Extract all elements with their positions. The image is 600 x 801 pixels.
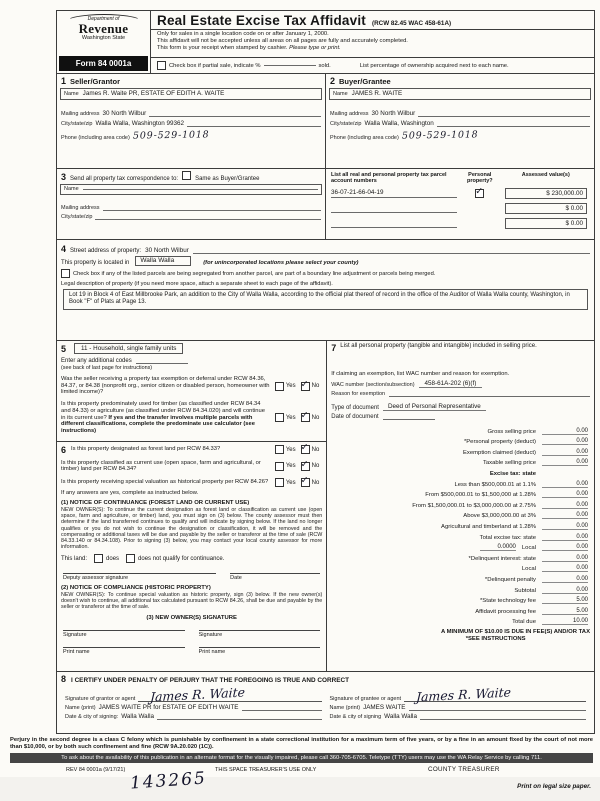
s6-q2-no-checkbox[interactable] <box>301 462 310 471</box>
logo-dept-text: Department of <box>87 16 120 22</box>
same-as-buyer-label: Same as Buyer/Grantee <box>195 176 260 182</box>
exemption-intro: If claiming an exemption, list WAC number and reason for exemption. <box>331 371 510 377</box>
minimum-due-note: A MINIMUM OF $10.00 IS DUE IN FEE(S) AND/OR TAX <box>440 629 590 636</box>
assessed-value-0[interactable]: $ 230,000.00 <box>505 188 587 199</box>
perjury-notice: Perjury in the second degree is a class C felony which is punishable by confinement in a state correctional institution for a maximum term of five years, or by a fine in an amount fixed by the court of not more than $10,000, or by both such confinement and fine (RCW 9A.20.020 (1C)). <box>10 737 593 750</box>
notice-continuance-title: (1) NOTICE OF CONTINUANCE (FOREST LAND OR CURRENT USE) <box>61 500 250 507</box>
personal-property-column-header: Personal property? <box>466 172 493 185</box>
grantor-city-value[interactable]: Walla Walla <box>121 713 154 720</box>
delinquent-interest-state-value[interactable]: 0.00 <box>542 555 588 562</box>
current-use-question: Is this property classified as current use (open space, farm and agricultural, or timber) land per RCW 84.34? <box>61 459 261 473</box>
see-back-note: (see back of last page for instructions) <box>61 365 153 371</box>
s5-q1-no-checkbox[interactable] <box>301 382 310 391</box>
grantee-signature-field[interactable] <box>404 684 586 705</box>
timber-agriculture-question: Is this property predominately used for timber (as classified under RCW 84.34 and 84.33) or agriculture (as classified under RCW 84.34.020) and will continue in its current use? If yes and the transfer involves multiple parcels with different classifications, complete the predominate use calculator (see instructions) <box>61 401 265 434</box>
header-note-2: This affidavit will not be accepted unless all areas on all pages are fully and accurately completed. <box>157 38 408 44</box>
section-1-title: Seller/Grantor <box>70 77 121 86</box>
grantor-print-name-value[interactable]: JAMES WAITE PR for ESTATE OF EDITH WAITE <box>98 704 239 711</box>
correspondence-city-field[interactable] <box>95 219 321 220</box>
s6-q3-no-checkbox[interactable] <box>301 478 310 487</box>
street-address-value[interactable]: 30 North Wilbur <box>145 247 189 254</box>
tier1-tax-value[interactable]: 0.00 <box>542 481 588 488</box>
ownership-note: List percentage of ownership acquired next to each name. <box>359 62 509 69</box>
seller-phone-value[interactable]: 509-529-1018 <box>132 129 210 142</box>
tier3-tax-value[interactable]: 0.00 <box>542 502 588 509</box>
notice-continuance-body: NEW OWNER(S): To continue the current designation as forest land or classification as current use (open space, farm and agriculture, or timber) land, you must sign on (3) below. The county assessor must then determine if the land transferred continues to qualify and will indicate by signing below. If the land no longer qualifies or you do not wish to continue the designation or classification, it will be removed and the compensating or additional taxes will be due and payable by the seller or transferor at the time of sale (RCW 84.33.140 or 84.34.108). Prior to signing (3) below, you may contact your local county assessor for more information. <box>61 507 323 550</box>
logo-state-text: Washington State <box>81 35 126 41</box>
subtotal-value[interactable]: 0.00 <box>542 587 588 594</box>
land-does-checkbox[interactable] <box>94 554 103 563</box>
see-instructions-note: *SEE INSTRUCTIONS <box>465 636 526 643</box>
section-2-number: 2 <box>330 76 336 86</box>
new-owner-signature-field-2[interactable] <box>199 630 321 631</box>
buyer-name-box: Name JAMES R. WAITE <box>329 88 591 100</box>
located-in-label: This property is located in <box>61 260 130 266</box>
personal-property-deduct-value[interactable]: 0.00 <box>542 438 588 445</box>
same-as-buyer-checkbox[interactable] <box>182 171 191 180</box>
total-due-value[interactable]: 10.00 <box>542 618 588 625</box>
grantor-signature-value: James R. Waite <box>149 684 246 705</box>
seller-city-value[interactable]: Walla Walla, Washington 99362 <box>95 120 185 127</box>
section-8-certification: 8 I CERTIFY UNDER PENALTY OF PERJURY THAT THE FOREGOING IS TRUE AND CORRECT Signature of grantor or agent James R. Waite Signature of grantee or agent James R. Waite Name (print) JAMES WAITE PR for ESTATE OF EDITH WAITE Name (print) JAMES WAITE Date & city of signing: Walla Walla Date & city of signing Walla Walla <box>57 672 594 733</box>
grantor-signature-field[interactable] <box>138 684 321 705</box>
partial-sale-percent-field[interactable] <box>264 65 316 66</box>
local-rate-value[interactable]: 0.0000 <box>480 544 516 551</box>
correspondence-name-box: Name <box>60 184 322 195</box>
additional-codes-field[interactable] <box>136 363 188 364</box>
if-yes-note: If any answers are yes, complete as instructed below. <box>61 490 199 497</box>
logo-revenue-text: Revenue <box>78 21 129 36</box>
rev-form-number: REV 84 0001a (9/17/21) <box>66 766 126 773</box>
partial-sale-label: Check box if partial sale, indicate % <box>169 62 261 69</box>
unincorporated-note: (for unincorporated locations please select your county) <box>203 260 359 266</box>
partial-sale-checkbox[interactable] <box>157 61 166 70</box>
section-1-number: 1 <box>61 76 67 86</box>
footer-row <box>10 763 593 801</box>
section-6-designations: 6 Is this property designated as forest land per RCW 84.33? Yes ✓ No Is this property classified as current use (open space, farm and agricultural, or timber) land per RCW 84.34? Yes ✓ No Is this property receiving special valuation as historical property per RCW 84.26? Yes ✓ No If any answers are yes, complete as instructed below. (1) NOTICE OF CONTINUANCE (FOREST LAND OR CURRENT USE) NEW OWNER(S): To continue the current designation as forest land or classification as current use (open space, farm and agriculture, or timber) land, you must sign on (3) below. The county assessor must then determine if the land transferred continues to qualify and will indicate by signing below. If the land no longer qualifies or you do not wish to continue the designation or classification, it will be removed and the compensating or additional taxes will be due and payable by the seller or transferor at the time of sale (RCW 84.33.140 or 84.34.108). Prior to signing (3) below, you may contact your local county assessor for more information. This land: does does not qualify for continuance. Deputy assessor signature Date (2) NOTICE OF COMPLIANCE (HISTORIC PROPERTY) NEW OWNER(S): To continue special valuation as historic property, sign (3) below. If the new owner(s) doesn't wish to continue, all additional tax calculated pursuant to RCW 84.26, shall be due and payable by the seller or transferor at the time of sale. (3) NEW OWNER(S) SIGNATURE Signature Signature Print name Print name <box>57 441 326 659</box>
section-4-number: 4 <box>61 244 67 254</box>
this-land-label: This land: <box>61 555 88 562</box>
s5-q1-yes-checkbox[interactable] <box>275 382 284 391</box>
buyer-mailing-value[interactable]: 30 North Wilbur <box>371 110 416 117</box>
buyer-city-value[interactable]: Walla Walla, Washington <box>364 120 434 127</box>
additional-codes-label: Enter any additional codes <box>61 358 132 364</box>
assessed-value-column-header: Assessed value(s) <box>521 172 570 178</box>
street-address-label: Street address of property: <box>70 248 142 254</box>
accessibility-notice: To ask about the availability of this publication in an alternate format for the visually impaired, please call 360-705-6705. Teletype (TTY) users may use the WA Relay Service by calling 711. <box>10 753 593 763</box>
form-number-badge: Form 84 0001a <box>59 56 148 71</box>
wac-number-value[interactable]: 458-61A-202 (6)(f) <box>419 380 483 388</box>
tier4-tax-value[interactable]: 0.00 <box>542 512 588 519</box>
form-header <box>57 11 594 74</box>
notice-compliance-body: NEW OWNER(S): To continue special valuation as historic property, sign (3) below. If the new owner(s) doesn't wish to continue, all additional tax calculated pursuant to RCW 84.26, shall be due and payable by the seller or transferor at the time of sale. <box>61 592 323 611</box>
assessed-value-2[interactable]: $ 0.00 <box>505 218 587 229</box>
treasurer-space-label: THIS SPACE TREASURER'S USE ONLY <box>215 766 317 773</box>
legal-description-label: Legal description of property (if you need more space, attach a separate sheet to each page of the affidavit). <box>61 281 333 287</box>
parcel-table <box>325 169 594 239</box>
new-owner-signature-title: (3) NEW OWNER(S) SIGNATURE <box>146 614 237 621</box>
section-6-number: 6 <box>61 444 67 455</box>
buyer-phone-value[interactable]: 509-529-1018 <box>401 129 479 142</box>
dor-logo <box>57 11 150 55</box>
s6-q1-yes-checkbox[interactable] <box>275 445 284 454</box>
section-1-seller: 1 Seller/Grantor Name James R. Waite PR, ESTATE OF EDITH A. WAITE Mailing address 30 North Wilbur City/state/zip Walla Walla, Washington 99362 Phone (including area code) 509-529-1018 <box>57 74 325 168</box>
affidavit-processing-fee-value[interactable]: 5.00 <box>542 608 588 615</box>
affidavit-form <box>56 10 595 734</box>
treasurer-stamp-number: 143265 <box>129 768 208 794</box>
personal-property-intro: List all personal property (tangible and intangible) included in selling price. <box>340 343 537 349</box>
gross-selling-price-value[interactable]: 0.00 <box>542 428 588 435</box>
state-technology-fee-value[interactable]: 5.00 <box>542 597 588 604</box>
seller-mailing-value[interactable]: 30 North Wilbur <box>102 110 147 117</box>
exemption-claimed-value[interactable]: 0.00 <box>542 449 588 456</box>
s5-q2-yes-checkbox[interactable] <box>275 413 284 422</box>
agricultural-tax-value[interactable]: 0.00 <box>542 523 588 530</box>
total-excise-state-value[interactable]: 0.00 <box>542 534 588 541</box>
section-5-number: 5 <box>61 343 67 354</box>
document-type-value[interactable]: Deed of Personal Representative <box>383 403 486 411</box>
tier2-tax-value[interactable]: 0.00 <box>542 491 588 498</box>
document-date-field[interactable] <box>383 419 435 420</box>
section-5-use-code: 5 11 - Household, single family units Enter any additional codes (see back of last page for instructions) Was the seller receiving a property tax exemption or deferral under RCW 84.36, 84.37, or 84.38 (nonprofit org., senior citizen or disabled person, homeowner with limited income)? Yes ✓ No Is this property predominately used for timber (as classified under RCW 84.34 and 84.33) or agriculture (as classified under RCW 84.34.020) and will continue in its current use? If yes and the transfer involves multiple parcels with different classifications, complete the predominate use calculator (see instructions) Yes ✓ No <box>57 341 326 441</box>
excise-tax-table: Gross selling price 0.00 *Personal property (deduct) 0.00 Exemption claimed (deduct) 0.00 Taxable selling price 0.00 Excise tax: state Less than $500,000.01 at 1.1% 0.00 From $500,000.01 to $1,500,000 at 1.28% 0.00 From $1,500,000.01 to $3,000,000.00 at 2.75% 0.00 Above $3,000,000.00 at 3% 0.00 Agricultural and timberland at 1.28% 0.00 Total excise tax: state 0.00 0.0000 Local 0.00 *Delinquent interest: state 0.00 Local 0.00 *Delinquent penalty 0.00 Subtotal 0.00 *State technology fee 5.00 Affidavit processing fee 5.00 Total due 10.00 <box>412 427 588 626</box>
new-owner-signature-field-1[interactable] <box>63 630 185 631</box>
correspondence-name-field[interactable] <box>83 189 318 190</box>
new-owner-print-name-field-2[interactable] <box>199 647 321 648</box>
deputy-date-field[interactable] <box>230 573 320 574</box>
legal-description-value[interactable]: Lot 19 in Block 4 of East Millbrooke Park, an addition to the City of Walla Walla, according to the official plat thereof of record in the office of the Auditor of Walla Walla county, Washington, in Book "F" of Plats at Page 13. <box>63 289 588 310</box>
section-7-tax: 7 List all personal property (tangible and intangible) included in selling price. If claiming an exemption, list WAC number and reason for exemption. WAC number (section/subsection) 458-61A-202 (6)(f) Reason for exemption Type of document Deed of Personal Representative Date of document Gross selling price 0.00 *Personal property (deduct) 0.00 Exemption claimed (deduct) 0.00 Taxable selling price 0.00 Excise tax: state Less than $500,000.01 at 1.1% 0.00 From $500,000.01 to $1,500,000 at 1.28% 0.00 From $1,500,000.01 to $3,000,000.00 at 2.75% 0.00 Above $3,000,000.00 at 3% 0.00 Agricultural and timberland at 1.28% 0.00 Total excise tax: state 0.00 0.0000 Local 0.00 *Delinquent interest: state 0.00 Local 0.00 *Delinquent penalty 0.00 Subtotal 0.00 *State technology fee 5.00 Affidavit processing fee 5.00 Total due 10.00 A MINIMUM OF $10.00 IS DUE IN FEE(S) AND/OR TAX *SEE INSTRUCTIONS <box>326 341 594 671</box>
historic-property-question: Is this property receiving special valuation as historical property per RCW 84.26? <box>61 479 269 486</box>
seller-name-value[interactable]: James R. Waite PR, ESTATE OF EDITH A. WAITE <box>82 90 225 97</box>
new-owner-print-name-field-1[interactable] <box>63 647 185 648</box>
legal-size-paper-note: Print on legal size paper. <box>517 782 591 790</box>
segregated-note: Check box if any of the listed parcels are being segregated from another parcel, are part of a boundary line adjustment or parcels being merged. <box>73 270 436 277</box>
exemption-reason-field[interactable] <box>389 396 590 397</box>
buyer-name-value[interactable]: JAMES R. WAITE <box>351 90 403 97</box>
exemption-deferral-question: Was the seller receiving a property tax exemption or deferral under RCW 84.36, 84.37, or 84.38 (nonprofit org., senior citizen or disabled person, homeowner with limited income)? <box>61 376 270 396</box>
s6-q1-no-checkbox[interactable] <box>301 445 310 454</box>
notice-compliance-title: (2) NOTICE OF COMPLIANCE (HISTORIC PROPERTY) <box>61 585 211 592</box>
page-title: Real Estate Excise Tax Affidavit <box>157 13 366 28</box>
parcel-number-2[interactable] <box>331 219 457 228</box>
local-tax-value[interactable]: 0.00 <box>542 544 588 551</box>
title-rcw-reference: (RCW 82.45 WAC 458-61A) <box>372 20 452 27</box>
personal-property-checkbox-0[interactable] <box>475 189 484 198</box>
deputy-assessor-signature-label: Deputy assessor signature <box>63 575 129 582</box>
section-3-number: 3 <box>61 172 67 182</box>
grantee-signature-value: James R. Waite <box>415 684 512 705</box>
section-3-correspondence: 3 Send all property tax correspondence to: Same as Buyer/Grantee Name Mailing address City/state/zip <box>57 169 325 239</box>
correspondence-mailing-field[interactable] <box>103 210 321 211</box>
county-treasurer-label: COUNTY TREASURER <box>428 765 500 773</box>
section-2-buyer: 2 Buyer/Grantee Name JAMES R. WAITE Mailing address 30 North Wilbur City/state/zip Walla Walla, Washington Phone (including area code) 509-529-1018 <box>325 74 594 168</box>
s6-q3-yes-checkbox[interactable] <box>275 478 284 487</box>
forest-land-question: Is this property designated as forest land per RCW 84.33? <box>71 446 221 453</box>
certification-statement: I CERTIFY UNDER PENALTY OF PERJURY THAT THE FOREGOING IS TRUE AND CORRECT <box>71 677 350 684</box>
logo-arc-icon <box>66 14 142 29</box>
parcel-row <box>328 186 460 201</box>
grantee-city-value[interactable]: Walla Walla <box>384 713 417 720</box>
parcel-column-header: List all real and personal property tax parcel account numbers <box>331 172 447 185</box>
partial-sale-suffix: sold. <box>318 62 331 69</box>
parcel-row <box>328 216 460 231</box>
parcel-number-1[interactable] <box>331 204 457 213</box>
seller-name-box: Name James R. Waite PR, ESTATE OF EDITH A. WAITE <box>60 88 322 100</box>
section-8-number: 8 <box>61 674 67 684</box>
deputy-assessor-signature-field[interactable] <box>63 573 216 574</box>
header-note-1: Only for sales in a single location code on or after January 1, 2000. <box>157 31 329 37</box>
section-7-number: 7 <box>331 343 337 353</box>
land-does-not-checkbox[interactable] <box>126 554 135 563</box>
s6-q2-yes-checkbox[interactable] <box>275 462 284 471</box>
assessed-value-1[interactable]: $ 0.00 <box>505 203 587 214</box>
deputy-date-label: Date <box>230 575 242 582</box>
grantee-print-name-value[interactable]: JAMES WAITE <box>363 704 406 711</box>
land-use-code-value[interactable]: 11 - Household, single family units <box>74 343 183 354</box>
delinquent-penalty-value[interactable]: 0.00 <box>542 576 588 583</box>
segregated-checkbox[interactable] <box>61 269 70 278</box>
s5-q2-no-checkbox[interactable] <box>301 413 310 422</box>
section-4-property <box>57 240 594 341</box>
parcel-row <box>328 201 460 216</box>
correspondence-intro: Send all property tax correspondence to: <box>70 176 179 182</box>
header-note-3: This form is your receipt when stamped by cashier. Please type or print. <box>157 45 341 51</box>
section-2-title: Buyer/Grantee <box>339 77 391 86</box>
parcel-number-0[interactable]: 36-07-21-66-04-19 <box>331 189 457 198</box>
located-in-value[interactable]: Walla Walla <box>135 256 191 266</box>
delinquent-interest-local-value[interactable]: 0.00 <box>542 565 588 572</box>
taxable-selling-price-value[interactable]: 0.00 <box>542 459 588 466</box>
